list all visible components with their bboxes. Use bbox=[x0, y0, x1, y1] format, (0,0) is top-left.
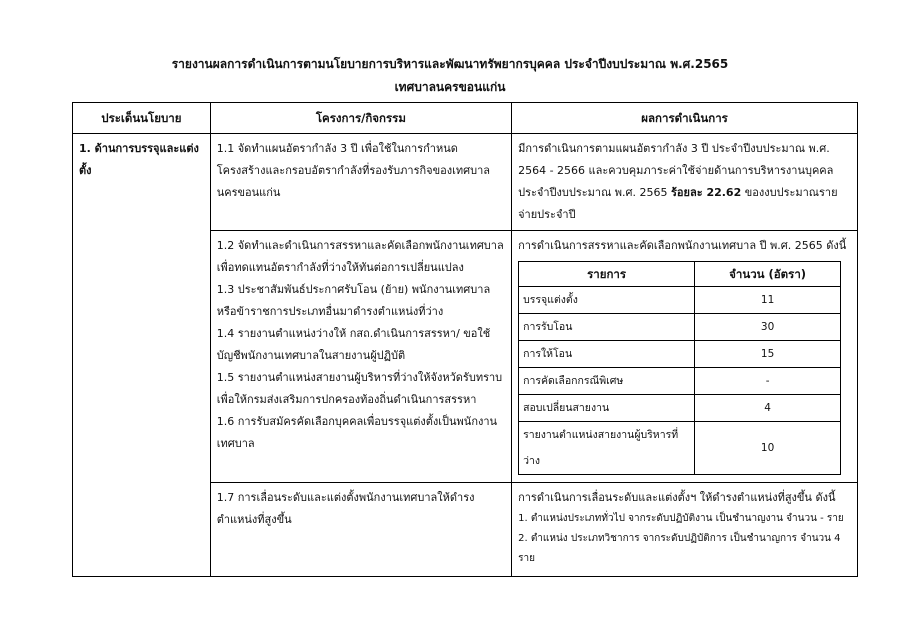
promotion-item: 2. ตำแหน่ง ประเภทวิชาการ จากระดับปฏิบัติการ เป็นชำนาญการ จำนวน 4 ราย bbox=[518, 533, 841, 564]
header-policy-issue: ประเด็นนโยบาย bbox=[73, 103, 211, 134]
project-text: 1.5 รายงานตำแหน่งสายงานผู้บริหารที่ว่างให้จังหวัดรับทราบเพื่อให้กรมส่งเสริมการปกครองท้องถิ่นดำเนินการสรรหา bbox=[216, 371, 503, 406]
recruitment-table bbox=[518, 261, 841, 475]
table-header-row bbox=[73, 103, 858, 134]
project-text: 1.3 ประชาสัมพันธ์ประกาศรับโอน (ย้าย) พนักงานเทศบาลหรือข้าราชการประเภทอื่นมาดำรงตำแหน่งที่ว่าง bbox=[216, 283, 491, 318]
recruitment-count: - bbox=[695, 368, 841, 395]
table-row bbox=[519, 314, 841, 341]
table-row bbox=[519, 395, 841, 422]
recruitment-count: 4 bbox=[695, 395, 841, 422]
report-subtitle: เทศบาลนครขอนแก่น bbox=[394, 80, 506, 94]
result-cell bbox=[512, 483, 858, 577]
table-row bbox=[73, 134, 858, 231]
result-text: มีการดำเนินการตามแผนอัตรากำลัง 3 ปี ประจำปีงบประมาณ พ.ศ. 2564 - 2566 และควบคุมภาระค่าใช้จ่ายด้านการบริหารงานบุคคล ประจำปีงบประมาณ พ.ศ. 2565 ร้อยละ 22.62 ของงบประมาณรายจ่ายประจำปี bbox=[518, 142, 838, 221]
table-row bbox=[519, 287, 841, 314]
recruitment-count: 30 bbox=[695, 314, 841, 341]
header-result: ผลการดำเนินการ bbox=[512, 103, 858, 134]
recruitment-count: 10 bbox=[695, 422, 841, 475]
project-text: 1.4 รายงานตำแหน่งว่างให้ กสถ.ดำเนินการสรรหา/ ขอใช้บัญชีพนักงานเทศบาลในสายงานผู้ปฏิบัติ bbox=[216, 327, 491, 362]
project-text: 1.7 การเลื่อนระดับและแต่งตั้งพนักงานเทศบาลให้ดำรงตำแหน่งที่สูงขึ้น bbox=[216, 491, 475, 526]
project-cell bbox=[210, 231, 511, 483]
report-title: รายงานผลการดำเนินการตามนโยบายการบริหารและพัฒนาทรัพยากรบุคคล ประจำปีงบประมาณ พ.ศ.2565 bbox=[171, 57, 729, 71]
header-project: โครงการ/กิจกรรม bbox=[210, 103, 511, 134]
recruitment-count: 15 bbox=[695, 341, 841, 368]
report-table bbox=[72, 102, 858, 577]
result-cell bbox=[512, 231, 858, 483]
recruitment-item: การรับโอน bbox=[519, 314, 695, 341]
table-row bbox=[519, 368, 841, 395]
project-text: 1.6 การรับสมัครคัดเลือกบุคคลเพื่อบรรจุแต่งตั้งเป็นพนักงานเทศบาล bbox=[216, 415, 498, 450]
result-cell bbox=[512, 134, 858, 231]
promotion-item: 1. ตำแหน่งประเภททั่วไป จากระดับปฏิบัติงาน เป็นชำนาญงาน จำนวน - ราย bbox=[518, 513, 844, 524]
recruitment-count: 11 bbox=[695, 287, 841, 314]
project-text: 1.1 จัดทำแผนอัตรากำลัง 3 ปี เพื่อใช้ในการกำหนดโครงสร้างและกรอบอัตรากำลังที่รองรับภารกิจของเทศบาลนครขอนแก่น bbox=[216, 142, 490, 199]
policy-issue-cell bbox=[73, 134, 211, 577]
project-cell bbox=[210, 483, 511, 577]
recruitment-header-count: จำนวน (อัตรา) bbox=[695, 262, 841, 287]
project-text: 1.2 จัดทำและดำเนินการสรรหาและคัดเลือกพนักงานเทศบาลเพื่อทดแทนอัตรากำลังที่ว่างให้ทันต่อการเปลี่ยนแปลง bbox=[216, 239, 504, 274]
recruitment-item: สอบเปลี่ยนสายงาน bbox=[519, 395, 695, 422]
table-row bbox=[519, 341, 841, 368]
recruitment-item: บรรจุแต่งตั้ง bbox=[519, 287, 695, 314]
recruitment-item: การให้โอน bbox=[519, 341, 695, 368]
project-cell bbox=[210, 134, 511, 231]
recruitment-item: การคัดเลือกกรณีพิเศษ bbox=[519, 368, 695, 395]
recruitment-header-item: รายการ bbox=[519, 262, 695, 287]
result-percent: ร้อยละ 22.62 bbox=[671, 186, 742, 199]
result-intro: การดำเนินการเลื่อนระดับและแต่งตั้งฯ ให้ดำรงตำแหน่งที่สูงขึ้น ดังนี้ bbox=[518, 491, 836, 504]
recruitment-item: รายงานตำแหน่งสายงานผู้บริหารที่ว่าง bbox=[519, 422, 695, 475]
policy-issue-label: 1. ด้านการบรรจุและแต่งตั้ง bbox=[79, 142, 199, 177]
table-row bbox=[519, 422, 841, 475]
recruitment-header-row bbox=[519, 262, 841, 287]
result-intro: การดำเนินการสรรหาและคัดเลือกพนักงานเทศบาล ปี พ.ศ. 2565 ดังนี้ bbox=[518, 239, 847, 252]
